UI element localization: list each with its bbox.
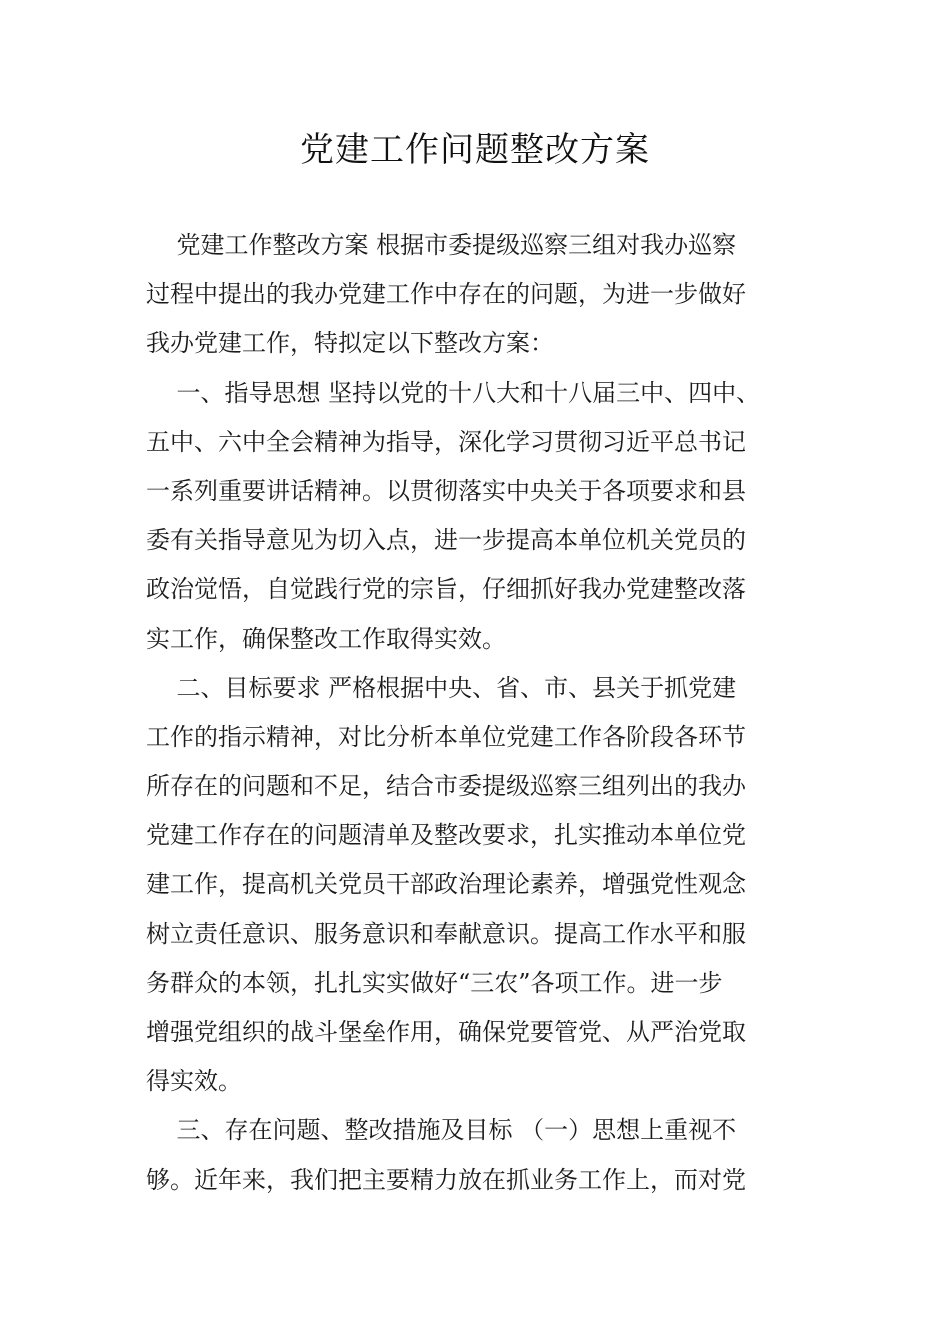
body-line: 三、存在问题、整改措施及目标 （一）思想上重视不 (146, 1116, 737, 1145)
body-line: 实工作，确保整改工作取得实效。 (146, 624, 506, 653)
body-line: 够。近年来，我们把主要精力放在抓业务工作上，而对党 (146, 1165, 746, 1194)
body-line: 务群众的本领，扎扎实实做好“三农”各项工作。进一步 (146, 968, 723, 997)
document-body (146, 221, 810, 1205)
body-line: 五中、六中全会精神为指导，深化学习贯彻习近平总书记 (146, 427, 746, 456)
body-line: 二、目标要求 严格根据中央、省、市、县关于抓党建 (146, 673, 737, 702)
body-line: 建工作，提高机关党员干部政治理论素养，增强党性观念 (146, 870, 746, 899)
body-line: 得实效。 (146, 1067, 242, 1096)
body-line: 树立责任意识、服务意识和奉献意识。提高工作水平和服 (146, 919, 746, 948)
body-line: 党建工作整改方案 根据市委提级巡察三组对我办巡察 (146, 231, 737, 259)
body-line: 一系列重要讲话精神。以贯彻落实中央关于各项要求和县 (146, 476, 746, 505)
body-line: 所存在的问题和不足，结合市委提级巡察三组列出的我办 (146, 772, 746, 801)
body-line: 我办党建工作，特拟定以下整改方案： (146, 329, 554, 358)
body-line: 工作的指示精神，对比分析本单位党建工作各阶段各环节 (146, 722, 746, 751)
document-title: 党建工作问题整改方案 (300, 130, 650, 170)
body-line: 委有关指导意见为切入点，进一步提高本单位机关党员的 (146, 526, 746, 555)
body-line: 过程中提出的我办党建工作中存在的问题，为进一步做好 (146, 280, 746, 309)
body-line: 一、指导思想 坚持以党的十八大和十八届三中、四中、 (146, 378, 761, 407)
body-line: 增强党组织的战斗堡垒作用，确保党要管党、从严治党取 (146, 1018, 746, 1046)
body-line: 政治觉悟，自觉践行党的宗旨，仔细抓好我办党建整改落 (146, 575, 746, 604)
body-line: 党建工作存在的问题清单及整改要求，扎实推动本单位党 (146, 821, 746, 850)
